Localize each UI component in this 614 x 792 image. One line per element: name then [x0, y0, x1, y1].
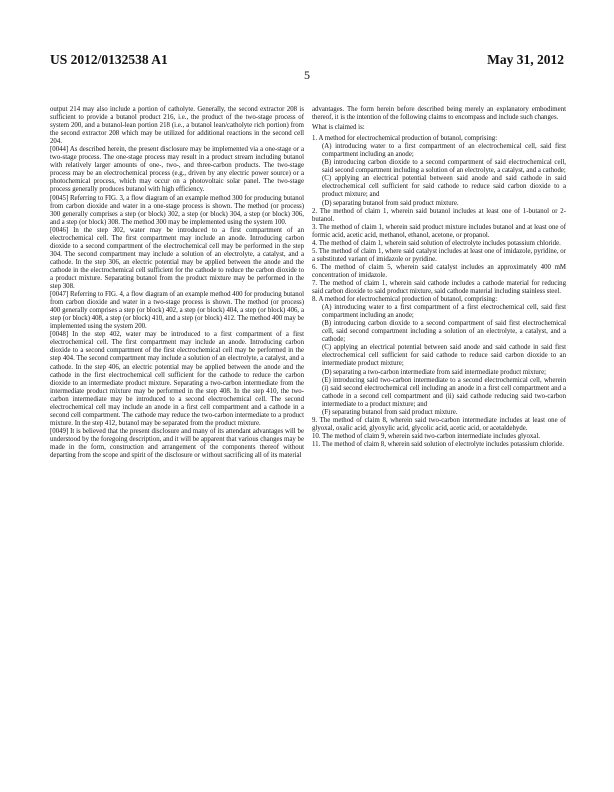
claim-10: 10. The method of claim 9, wherein said two-carbon intermediate includes glyoxal.: [312, 432, 540, 440]
paragraph-0048: [0048] In the step 402, water may be introduced to a first compartment of a first electrochemical cell. The first compartment may include an anode. Introducing carbon dioxide to a second compartment of the first electrochemical cell may be performed in the step 404. The second compartment may include a solution of an electrolyte, a catalyst, and a cathode. In the step 406, an electric potential may be applied between the anode and the cathode in the first electrochemical cell sufficient for the cathode to reduce the carbon dioxide to an intermediate product mixture. Separating a two-carbon intermediate from the intermediate product mixture may be performed in the step 408. In the step 410, the two-carbon intermediate may be introduced to a second electrochemical cell. The second electrochemical cell may include an anode in a first cell compartment and a cathode in a second cell compartment. The cathode may reduce the two-carbon intermediate to a product mixture. In the step 412, butanol may be separated from the product mixture.: [50, 331, 304, 427]
paragraph-0047: [0047] Referring to FIG. 4, a flow diagram of an example method 400 for producing butanol from carbon dioxide and water in a two-stage process is shown. The method (or process) 400 generally comprises a step (or block) 402, a step (or block) 404, a step (or block) 406, a step (or block) 408, a step (or block) 410, and a step (or block) 412. The method 400 may be implemented using the system 200.: [50, 291, 304, 331]
claim-4: 4. The method of claim 1, wherein said solution of electrolyte includes potassium chloride.: [312, 239, 561, 247]
claim-7: 7. The method of claim 1, wherein said cathode includes a cathode material for reducing said carbon dioxide to said product mixture, said cathode material including stainless steel.: [312, 279, 566, 296]
claim-5: 5. The method of claim 1, where said catalyst includes at least one of imidazole, pyridine, or a substituted variant of imidazole or pyridine.: [312, 247, 566, 263]
paragraph: output 214 may also include a portion of catholyte. Generally, the second extractor 208 is sufficient to provide a butanol product 216, i.e., the product of the two-stage process of system 200, and a butanol-lean portion 218 (i.e., a butanol lean/catholyte rich portion) from the second extractor 208 which may be utilized for additional reactions in the second cell 204.: [50, 106, 304, 146]
claim-8-step-e: (E) introducing said two-carbon intermediate to a second electrochemical cell, wherein (i) said second electrochemical cell including an anode in a first cell compartment and a cathode in a second cell compartment and (ii) said cathode reducing said two-carbon intermediate to a product mixture; and: [322, 376, 566, 408]
claim-8: 8. A method for electrochemical production of butanol, comprising:: [312, 296, 498, 304]
claim-8-step-c: (C) applying an electrical potential between said anode and said cathode in said first electrochemical cell sufficient for said cathode to reduce said carbon dioxide to an intermediate product mixture;: [322, 344, 566, 368]
page-header: [50, 52, 564, 82]
claims-heading: What is claimed is:: [312, 124, 365, 132]
right-column: [312, 106, 566, 449]
claim-6: 6. The method of claim 5, wherein said catalyst includes an approximately 400 mM concentration of imidazole.: [312, 263, 566, 279]
claim-3: 3. The method of claim 1, wherein said product mixture includes butanol and at least one of formic acid, acetic acid, methanol, ethanol, acetone, or propanol.: [312, 223, 566, 239]
claim-2: 2. The method of claim 1, wherein said butanol includes at least one of 1-butanol or 2-butanol.: [312, 207, 566, 223]
claim-1-step-b: (B) introducing carbon dioxide to a second compartment of said electrochemical cell, said second compartment including a solution of an electrolyte, a catalyst, and a cathode;: [322, 159, 566, 175]
paragraph-0049: [0049] It is believed that the present disclosure and many of its attendant advantages will be understood by the foregoing description, and it will be apparent that various changes may be made in the form, construction and arrangement of the components thereof without departing from the scope and spirit of the disclosure or without sacrificing all of its material: [50, 427, 304, 460]
left-column: [50, 106, 304, 460]
paragraph-0046: [0046] In the step 302, water may be introduced to a first compartment of an electrochemical cell. The first compartment may include an anode. Introducing carbon dioxide to a second compartment of the electrochemical cell may be performed in the step 304. The second compartment may include a solution of an electrolyte, a catalyst, and a cathode. In the step 306, an electric potential may be applied between the anode and the cathode in the electrochemical cell sufficient for the cathode to reduce the carbon dioxide to a product mixture. Separating butanol from the product mixture may be performed in the step 308.: [50, 226, 304, 291]
claim-8-step-d: (D) separating a two-carbon intermediate from said intermediate product mixture;: [322, 368, 547, 376]
publication-number: US 2012/0132538 A1: [50, 52, 168, 67]
publication-date: May 31, 2012: [487, 52, 564, 67]
claim-8-step-a: (A) introducing water to a first compartment of a first electrochemical cell, said first compartment including an anode;: [322, 304, 566, 320]
claim-1: 1. A method for electrochemical production of butanol, comprising:: [312, 135, 498, 143]
claim-9: 9. The method of claim 8, wherein said two-carbon intermediate includes at least one of glyoxal, oxalic acid, glyoxylic acid, glycolic acid, acetic acid, or acetaldehyde.: [312, 416, 566, 432]
page-number: 5: [304, 68, 310, 82]
paragraph-0044: [0044] As described herein, the present disclosure may be implemented via a one-stage or a two-stage process. The one-stage process may result in a product stream including butanol with relatively larger amounts of one-, two-, and three-carbon products. The two-stage process may be an electrochemical process (e.g., driven by any electric power source) or a photochemical process, which may occur on a photovoltaic solar panel. The two-stage process generally produces butanol with high efficiency.: [50, 146, 304, 194]
claim-1-step-a: (A) introducing water to a first compartment of an electrochemical cell, said first compartment including an anode;: [322, 143, 566, 159]
paragraph-0045: [0045] Referring to FIG. 3, a flow diagram of an example method 300 for producing butanol from carbon dioxide and water in a one-stage process is shown. The method (or process) 300 generally comprises a step (or block) 302, a step (or block) 304, a step (or block) 306, and a step (or block) 308. The method 300 may be implemented using the system 100.: [50, 194, 304, 226]
claim-1-step-d: (D) separating butanol from said product mixture.: [322, 199, 459, 207]
paragraph-continuation: advantages. The form herein before described being merely an explanatory embodiment thereof, it is the intention of the following claims to encompass and include such changes.: [312, 106, 566, 122]
claim-1-step-c: (C) applying an electrical potential between said anode and said cathode in said electrochemical cell sufficient for said cathode to reduce said carbon dioxide to a product mixture; and: [322, 175, 566, 199]
claim-11: 11. The method of claim 8, wherein said solution of electrolyte includes potassium chloride.: [312, 440, 565, 448]
claim-8-step-b: (B) introducing carbon dioxide to a second compartment of said first electrochemical cell, said second compartment including a solution of an electrolyte, a catalyst, and a cathode;: [322, 320, 566, 344]
claim-8-step-f: (F) separating butanol from said product mixture.: [322, 408, 458, 416]
